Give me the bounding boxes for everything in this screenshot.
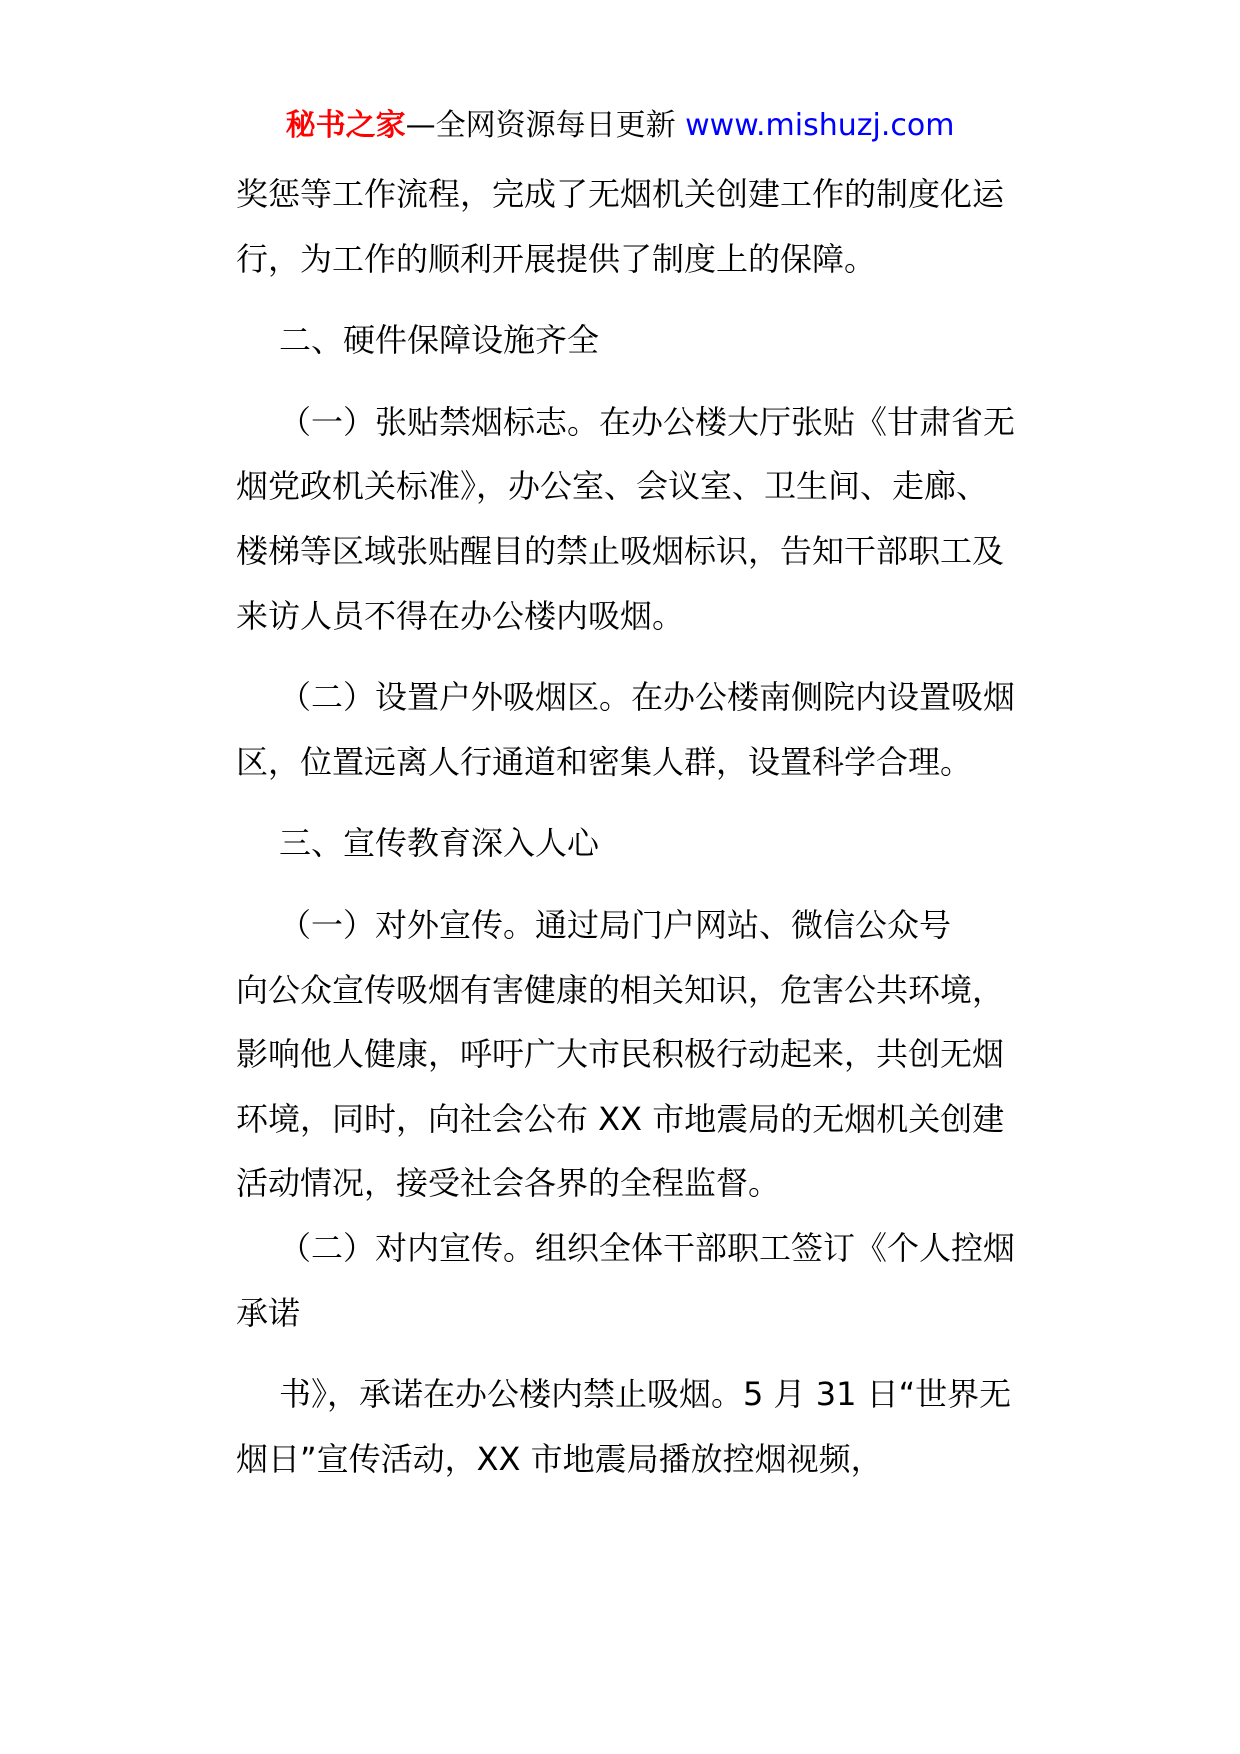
paragraph-process-continuation: 奖惩等工作流程，完成了无烟机关创建工作的制度化运行，为工作的顺利开展提供了制度上的保障。 [236, 175, 1005, 278]
site-header [0, 98, 1240, 154]
section-heading-hardware: 二、硬件保障设施齐全 [279, 321, 600, 360]
paragraph-internal-publicity: （二）对内宣传。组织全体干部职工签订《个人控烟承诺 [236, 1228, 1016, 1332]
brand-name: 秘书之家 [285, 108, 406, 143]
paragraph-external-publicity [236, 893, 1016, 1216]
external-publicity-rest: 影响他人健康，呼吁广大市民积极行动起来，共创无烟环境，同时，向社会公布 XX 市地震局的无烟机关创建活动情况，接受社会各界的全程监督。 [236, 1035, 1005, 1203]
site-url-link[interactable]: www.mishuzj.com [685, 108, 955, 143]
external-publicity-line-1: （一）对外宣传。通过局门户网站、微信公众号 [279, 905, 952, 944]
paragraph-commitment-continuation: 书》，承诺在办公楼内禁止吸烟。5 月 31 日“世界无烟日”宣传活动，XX 市地震局播放控烟视频， [236, 1375, 1012, 1478]
section-heading-publicity: 三、宣传教育深入人心 [279, 824, 600, 863]
document-body [236, 162, 1016, 1491]
header-slogan: —全网资源每日更新 [405, 108, 686, 143]
paragraph-outdoor-smoking-area: （二）设置户外吸烟区。在办公楼南侧院内设置吸烟区，位置远离人行通道和密集人群，设置科学合理。 [236, 678, 1016, 781]
external-publicity-line-2: 向公众宣传吸烟有害健康的相关知识，危害公共环境， [236, 970, 1005, 1009]
paragraph-no-smoking-signs: （一）张贴禁烟标志。在办公楼大厅张贴《甘肃省无烟党政机关标准》，办公室、会议室、卫生间、走廊、楼梯等区域张贴醒目的禁止吸烟标识，告知干部职工及来访人员不得在办公楼内吸烟。 [236, 402, 1016, 635]
